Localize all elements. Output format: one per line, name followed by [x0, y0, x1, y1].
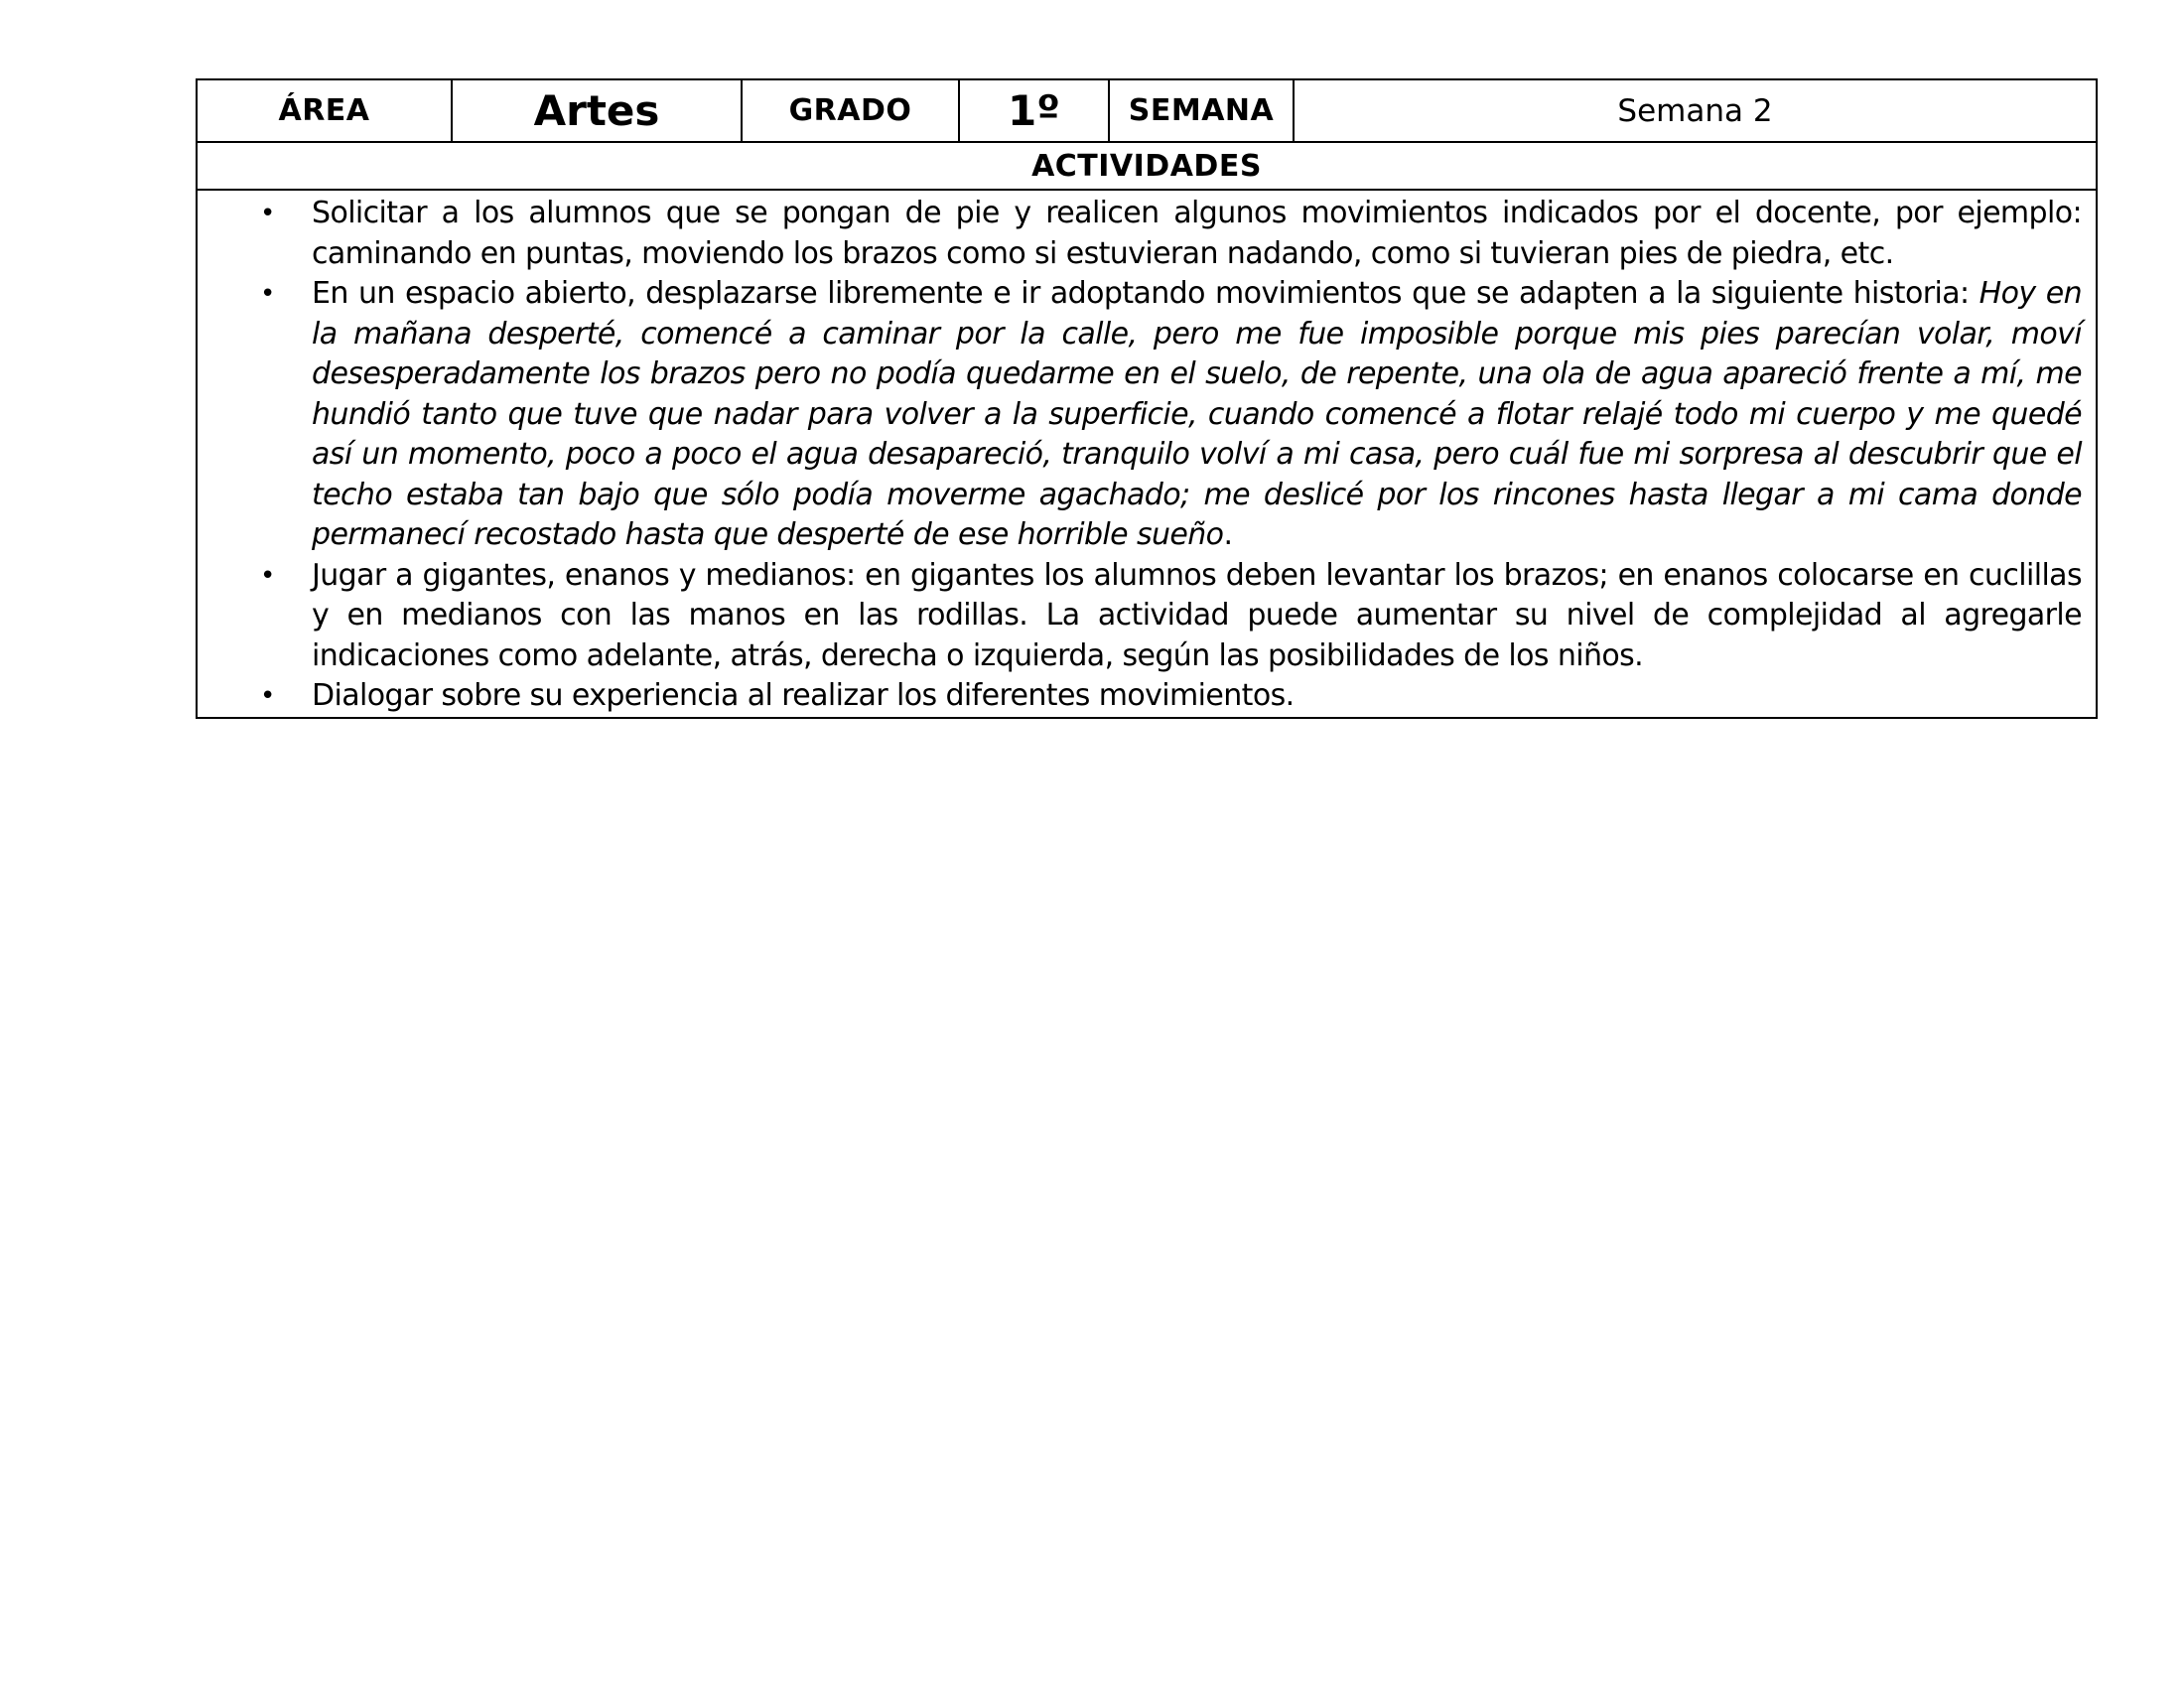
activity-item [198, 676, 2082, 717]
activity-text: Dialogar sobre su experiencia al realizar los diferentes movimientos. [312, 678, 1295, 713]
activity-item [198, 274, 2082, 556]
activity-text: En un espacio abierto, desplazarse libremente e ir adoptando movimientos que se adapten a la siguiente historia: [312, 276, 1979, 311]
bullet-icon: • [260, 681, 275, 711]
area-value-cell [453, 80, 743, 141]
activity-text: Jugar a gigantes, enanos y medianos: en gigantes los alumnos deben levantar los brazos; en enanos colocarse en cuclillas y en medianos con las manos en las rodillas. La actividad puede aumentar su nivel de complejidad al agregarle indicaciones como adelante, atrás, derecha o izquierda, según las posibilidades de los niños. [312, 557, 2082, 673]
grade-value-cell [960, 80, 1110, 141]
lesson-plan-table [196, 78, 2098, 719]
week-label-cell [1110, 80, 1295, 141]
activity-text: Solicitar a los alumnos que se pongan de pie y realicen algunos movimientos indicados por el docente, por ejemplo: caminando en puntas, moviendo los brazos como si estuvieran nadando, como si tuvieran pies de piedra, etc. [312, 196, 2082, 271]
activities-list [198, 191, 2096, 717]
activity-item [198, 556, 2082, 677]
grade-value: 1º [1008, 86, 1060, 135]
week-label: SEMANA [1128, 93, 1275, 128]
grade-label-cell [743, 80, 960, 141]
area-label-cell [198, 80, 453, 141]
header-row [198, 80, 2096, 143]
activity-story-end: . [1223, 517, 1233, 552]
week-value-cell [1295, 80, 2096, 141]
activity-story: Hoy en la mañana desperté, comencé a caminar por la calle, pero me fue imposible porque mis pies parecían volar, moví desesperadamente los brazos pero no podía quedarme en el suelo, de repente, una ola de agua apareció frente a mí, me hundió tanto que tuve que nadar para volver a la superficie, cuando comencé a flotar relajé todo mi cuerpo y me quedé así un momento, poco a poco el agua desapareció, tranquilo volví a mi casa, pero cuál fue mi sorpresa al descubrir que el techo estaba tan bajo que sólo podía moverme agachado; me deslicé por los rincones hasta llegar a mi cama donde permanecí recostado hasta que desperté de ese horrible sueño [312, 276, 2082, 552]
bullet-icon: • [260, 560, 275, 591]
week-value: Semana 2 [1617, 92, 1773, 129]
activities-title-row [198, 143, 2096, 191]
area-label: ÁREA [278, 93, 370, 128]
grade-label: GRADO [788, 93, 912, 128]
area-value: Artes [533, 86, 660, 135]
bullet-icon: • [260, 199, 275, 228]
bullet-icon: • [260, 279, 275, 309]
activity-item [198, 194, 2082, 274]
activities-title: ACTIVIDADES [1031, 148, 1262, 184]
